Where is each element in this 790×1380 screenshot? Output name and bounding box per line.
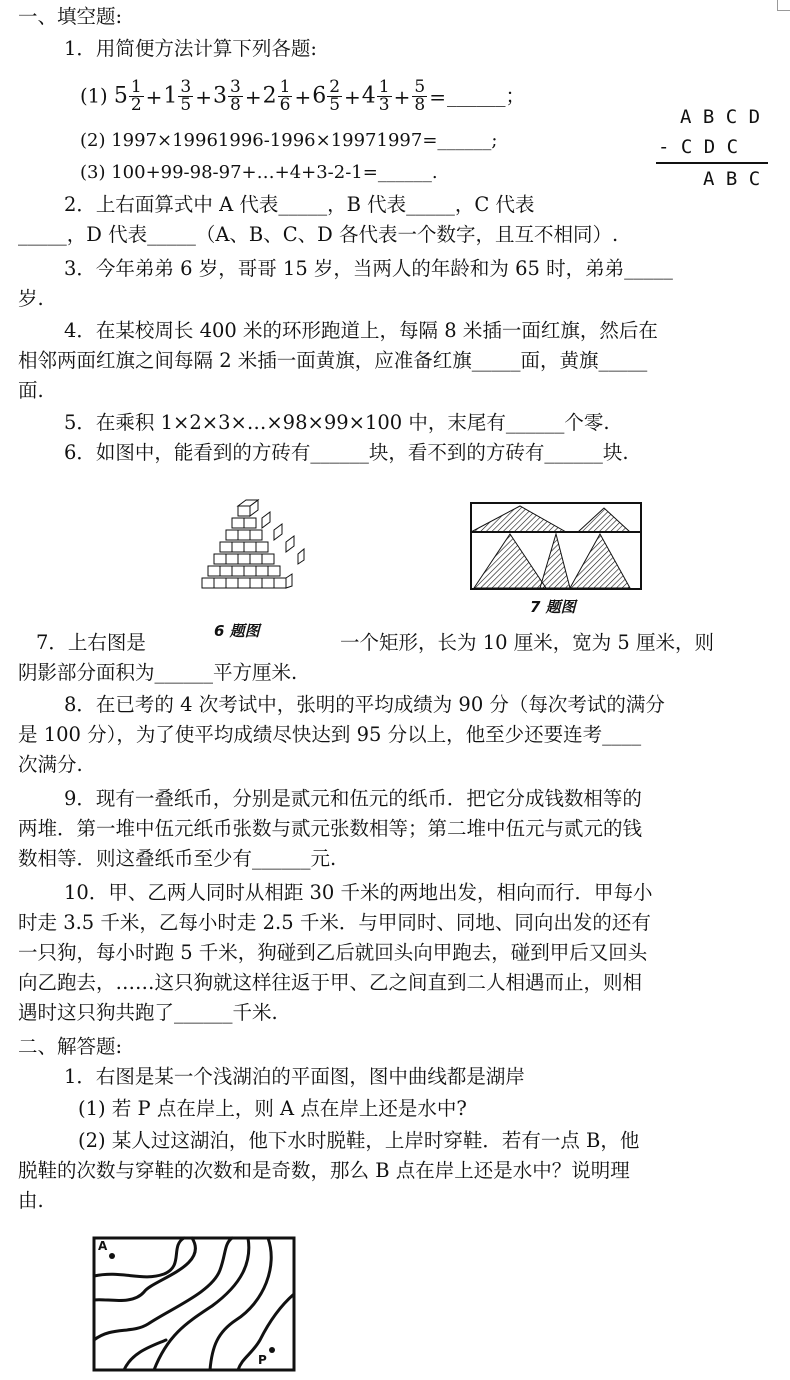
- brick-pyramid-figure: [196, 486, 308, 596]
- s2-q1-part1: (1) 若 P 点在岸上，则 A 点在岸上还是水中?: [78, 1097, 467, 1120]
- plus-sign: +: [145, 84, 163, 109]
- q1-part2: (2) 1997×19961996-1996×19971997=______;: [80, 130, 498, 151]
- q1-part1-label: (1): [80, 84, 108, 108]
- section1-title: 一、填空题:: [18, 5, 123, 28]
- q10-line2: 时走 3.5 千米，乙每小时走 2.5 千米．与甲同时、同地、同向出发的还有: [18, 911, 651, 934]
- q3-line1: 3．今年弟弟 6 岁，哥哥 15 岁，当两人的年龄和为 65 时，弟弟_____: [64, 257, 673, 280]
- point-a-marker: [109, 1253, 115, 1259]
- whole-part: 3: [213, 83, 228, 109]
- fraction: [377, 79, 392, 114]
- q4-line3: 面.: [18, 379, 44, 402]
- denominator: 6: [279, 95, 291, 115]
- q8-line2: 是 100 分），为了使平均成绩尽快达到 95 分以上，他至少还要连考____: [18, 723, 642, 746]
- q4-line2: 相邻两面红旗之间每隔 2 米插一面黄旗，应准备红旗_____面，黄旗_____: [18, 349, 648, 372]
- fraction: [412, 79, 427, 114]
- fraction: [228, 79, 243, 114]
- q6: 6．如图中，能看到的方砖有______块，看不到的方砖有______块.: [64, 441, 629, 464]
- fraction: [129, 79, 144, 114]
- whole-part: 5: [113, 83, 128, 109]
- whole-part: 6: [312, 83, 327, 109]
- plus-sign: +: [393, 84, 411, 109]
- q7-part-a: 7．上右图是: [36, 631, 146, 654]
- fraction: [178, 79, 193, 114]
- numerator: 1: [378, 77, 390, 97]
- q1-part1-expression: [80, 76, 525, 117]
- q8-line3: 次满分.: [18, 753, 83, 776]
- numerator: 2: [329, 77, 341, 97]
- denominator: 5: [180, 95, 192, 115]
- equals-sign: =: [429, 84, 446, 109]
- s2-q1-intro: 1．右图是某一个浅湖泊的平面图，图中曲线都是湖岸: [64, 1065, 525, 1088]
- q3-line2: 岁.: [18, 287, 44, 310]
- plus-sign: +: [195, 84, 213, 109]
- subtraction-row2: - C D C: [658, 136, 739, 158]
- fraction: [327, 79, 342, 114]
- denominator: 5: [329, 95, 341, 115]
- numerator: 1: [279, 77, 291, 97]
- subtraction-divider: [656, 162, 768, 164]
- section2-title: 二、解答题:: [18, 1035, 123, 1058]
- numerator: 5: [414, 77, 426, 97]
- figure7-caption: 7 题图: [530, 598, 576, 616]
- q2-line2: _____，D 代表_____（A、B、C、D 各代表一个数字，且互不相同）.: [18, 223, 619, 246]
- page-corner-mark: [777, 0, 790, 11]
- q8-line1: 8．在已考的 4 次考试中，张明的平均成绩为 90 分（每次考试的满分: [64, 693, 665, 716]
- point-p-marker: [269, 1347, 275, 1353]
- q1-part3: (3) 100+99-98-97+…+4+3-2-1=______.: [80, 162, 438, 183]
- q2-line1: 2．上右面算式中 A 代表_____，B 代表_____，C 代表: [64, 193, 535, 216]
- rectangle-triangles-figure: [470, 502, 642, 592]
- q10-line3: 一只狗，每小时跑 5 千米，狗碰到乙后就回头向甲跑去，碰到甲后又回头: [18, 941, 648, 964]
- q10-line5: 遇时这只狗共跑了______千米.: [18, 1001, 278, 1024]
- subtraction-row1: A B C D: [680, 106, 761, 128]
- denominator: 3: [378, 95, 390, 115]
- q9-line2: 两堆．第一堆中伍元纸币张数与贰元张数相等；第二堆中伍元与贰元的钱: [18, 817, 643, 840]
- s2-q1-part2-line2: 脱鞋的次数与穿鞋的次数和是奇数，那么 B 点在岸上还是水中？说明理: [18, 1159, 630, 1182]
- plus-sign: +: [344, 84, 361, 109]
- s2-q1-part2-line1: (2) 某人过这湖泊，他下水时脱鞋，上岸时穿鞋．若有一点 B，他: [78, 1129, 640, 1152]
- answer-blank: ______；: [446, 84, 525, 108]
- denominator: 8: [414, 95, 426, 115]
- whole-part: 4: [361, 83, 376, 109]
- whole-part: 1: [163, 83, 178, 109]
- q10-line1: 10．甲、乙两人同时从相距 30 千米的两地出发，相向而行．甲每小: [64, 881, 653, 904]
- numerator: 3: [230, 77, 241, 97]
- map-label-a: A: [98, 1239, 108, 1253]
- map-label-p: P: [258, 1353, 267, 1367]
- whole-part: 2: [262, 83, 277, 109]
- q7-part-b: 一个矩形，长为 10 厘米，宽为 5 厘米，则: [340, 631, 715, 654]
- numerator: 3: [180, 77, 192, 97]
- denominator: 8: [230, 95, 241, 115]
- fraction: [278, 79, 293, 114]
- q5: 5．在乘积 1×2×3×…×98×99×100 中，末尾有______个零.: [64, 411, 610, 434]
- q9-line1: 9．现有一叠纸币，分别是贰元和伍元的纸币．把它分成钱数相等的: [64, 787, 642, 810]
- s2-q1-part2-line3: 由.: [18, 1189, 44, 1212]
- q4-line1: 4．在某校周长 400 米的环形跑道上，每隔 8 米插一面红旗，然后在: [64, 319, 658, 342]
- denominator: 2: [130, 95, 142, 115]
- q1-intro: 1．用简便方法计算下列各题:: [64, 37, 317, 60]
- q7-line2: 阴影部分面积为______平方厘米.: [18, 661, 298, 684]
- plus-sign: +: [294, 84, 312, 109]
- plus-sign: +: [244, 84, 262, 109]
- numerator: 1: [130, 77, 142, 97]
- figure6-caption: 6 题图: [214, 622, 260, 640]
- q10-line4: 向乙跑去，……这只狗就这样往返于甲、乙之间直到二人相遇而止，则相: [18, 971, 643, 994]
- subtraction-row3: A B C: [703, 168, 761, 190]
- lake-map-figure: [92, 1236, 296, 1372]
- q9-line3: 数相等．则这叠纸币至少有______元.: [18, 847, 337, 870]
- mixed-number-sum: [113, 77, 525, 115]
